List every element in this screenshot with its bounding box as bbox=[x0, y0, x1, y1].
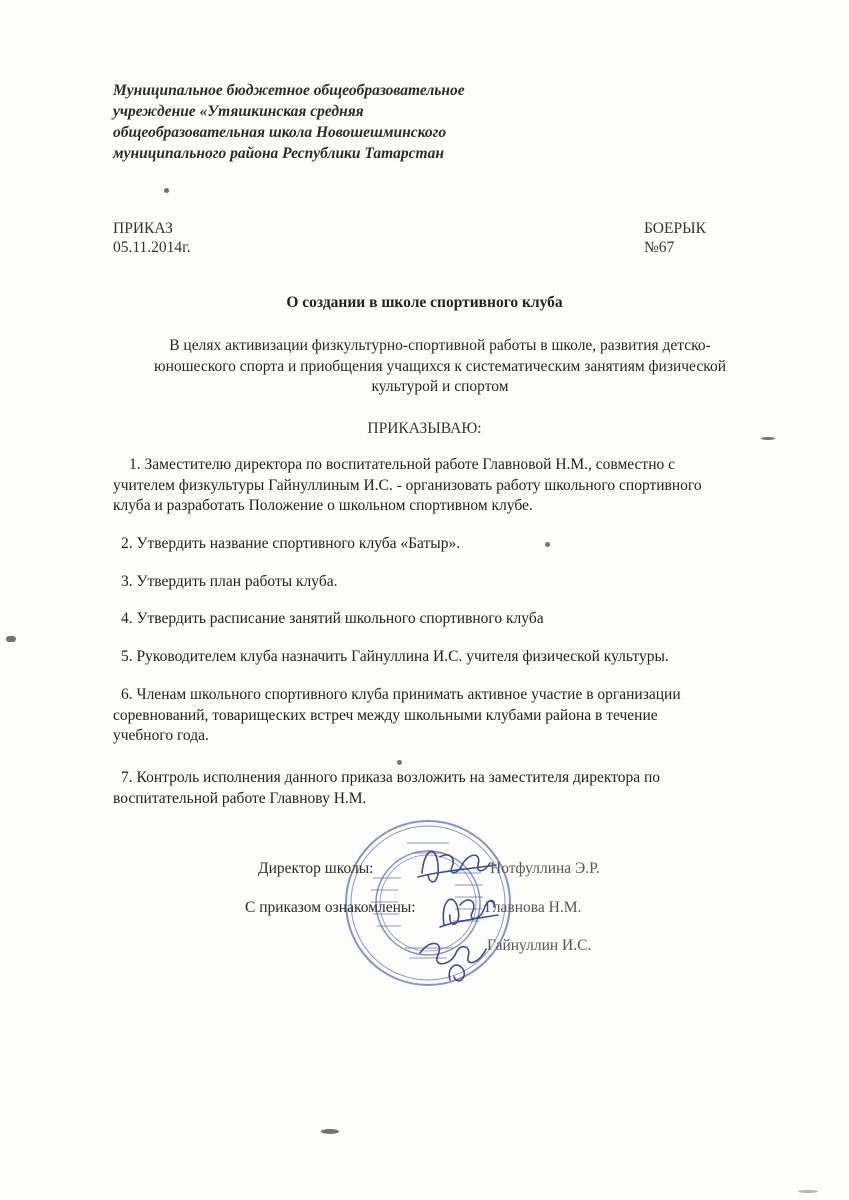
item-6-line-2: соревнований, товарищеских встреч между школьными клубами района в течение bbox=[113, 706, 658, 724]
item-7-line-2: воспитательной работе Главнову Н.М. bbox=[113, 789, 367, 807]
scan-speck bbox=[164, 188, 169, 193]
acquainted-person-1: Главнова Н.М. bbox=[485, 899, 582, 916]
header-line-2: учреждение «Утяшкинская средняя bbox=[113, 103, 364, 120]
order-date: 05.11.2014г. bbox=[113, 239, 191, 256]
header-line-4: муниципального района Республики Татарстан bbox=[113, 145, 444, 162]
scan-speck bbox=[798, 1190, 818, 1193]
acquainted-person-2: Гайнуллин И.С. bbox=[487, 937, 592, 954]
scan-speck bbox=[761, 437, 775, 440]
order-number-block bbox=[644, 219, 706, 257]
school-header bbox=[113, 80, 533, 164]
order-label-block bbox=[113, 219, 191, 257]
order-item-3 bbox=[113, 572, 793, 593]
document-title: О создании в школе спортивного клуба bbox=[286, 294, 563, 311]
item-1-line-2: учителем физкультуры Гайнуллиным И.С. - организовать работу школьного спортивного bbox=[113, 476, 702, 494]
order-label: ПРИКАЗ bbox=[113, 220, 173, 237]
item-3-line-1: 3. Утвердить план работы клуба. bbox=[121, 573, 338, 590]
order-label-tatar: БОЕРЫК bbox=[644, 220, 706, 237]
header-line-3: общеобразовательная школа Новошешминского bbox=[113, 124, 447, 141]
preamble-line-3: культурой и спортом bbox=[371, 378, 509, 395]
item-1-line-1: 1. Заместителю директора по воспитательной работе Главновой Н.М., совместно с bbox=[129, 456, 676, 473]
scan-speck bbox=[397, 760, 402, 765]
acquainted-label: С приказом ознакомлены: bbox=[245, 899, 416, 916]
order-item-7 bbox=[113, 768, 793, 809]
header-line-1: Муниципальное бюджетное общеобразовательное bbox=[113, 82, 465, 99]
item-7-line-1: 7. Контроль исполнения данного приказа возложить на заместителя директора по bbox=[121, 769, 661, 786]
item-4-line-1: 4. Утвердить расписание занятий школьного спортивного клуба bbox=[121, 610, 544, 627]
director-signature-label: Директор школы: bbox=[258, 860, 374, 877]
item-1-line-3: клуба и разработать Положение о школьном спортивном клубе. bbox=[113, 497, 533, 514]
order-number: №67 bbox=[644, 239, 675, 256]
item-6-line-1: 6. Членам школьного спортивного клуба принимать активное участие в организации bbox=[121, 686, 681, 703]
item-6-line-3: учебного года. bbox=[113, 727, 209, 744]
command-heading: ПРИКАЗЫВАЮ: bbox=[367, 420, 482, 437]
preamble-line-1: В целях активизации физкультурно-спортивной работы в школе, развития детско- bbox=[169, 337, 711, 354]
item-5-line-1: 5. Руководителем клуба назначить Гайнуллина И.С. учителя физической культуры. bbox=[121, 648, 669, 665]
order-item-6 bbox=[113, 685, 793, 747]
scan-speck bbox=[321, 1129, 339, 1134]
preamble bbox=[125, 336, 755, 398]
order-item-2 bbox=[113, 534, 793, 555]
order-item-1 bbox=[113, 455, 793, 517]
scan-speck bbox=[6, 636, 16, 642]
scan-speck bbox=[545, 542, 550, 547]
item-2-line-1: 2. Утвердить название спортивного клуба «Батыр». bbox=[121, 535, 461, 552]
preamble-line-2: юношеского спорта и приобщения учащихся к систематическим занятиям физической bbox=[154, 357, 726, 375]
director-name: Нотфуллина Э.Р. bbox=[490, 860, 600, 877]
order-item-5 bbox=[113, 647, 793, 668]
order-item-4 bbox=[113, 609, 793, 630]
